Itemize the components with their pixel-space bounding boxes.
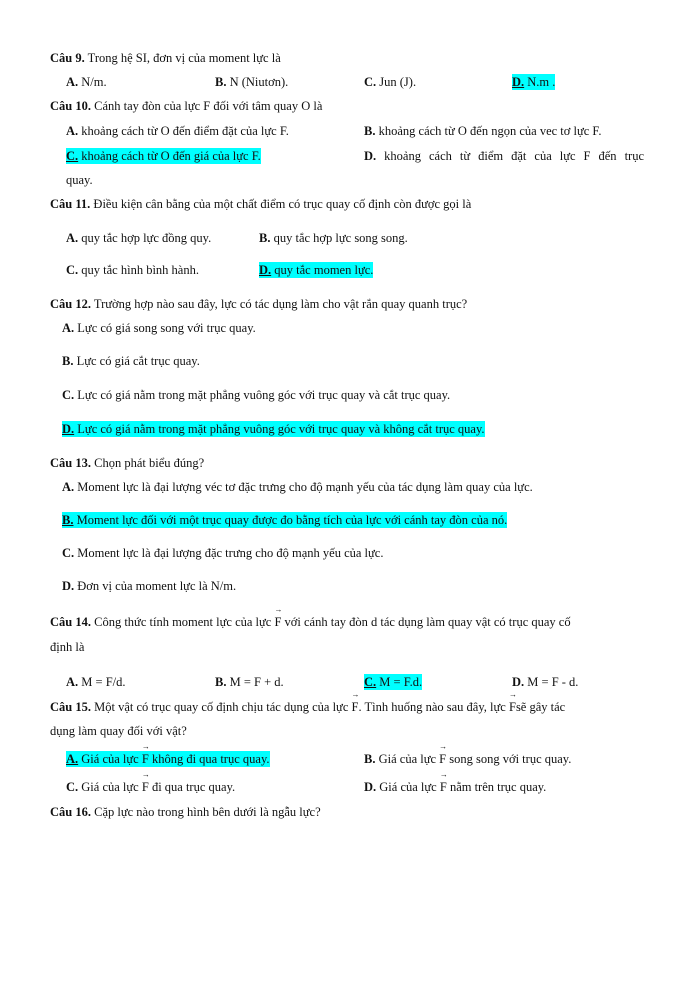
option-15a-correct: A. Giá của lực → F không đi qua trục quay. — [66, 751, 270, 767]
question-13 — [50, 455, 204, 471]
option-11c: C. quy tắc hình bình hành. — [66, 263, 199, 277]
option-13a: A. Moment lực là đại lượng véc tơ đặc trưng cho độ mạnh yếu của tác dụng làm quay của lực. — [62, 480, 533, 494]
option-10d-wrap: quay. — [66, 173, 93, 187]
question-10 — [50, 98, 322, 114]
force-vector-symbol: → F — [509, 699, 516, 715]
option-9a: A. N/m. — [66, 75, 107, 89]
option-15d: D. Giá của lực → F nằm trên trục quay. — [364, 779, 546, 795]
question-text: Điều kiện cân bằng của một chất điểm có trục quay cố định còn được gọi là — [90, 197, 472, 211]
question-text: Trường hợp nào sau đây, lực có tác dụng làm cho vật rắn quay quanh trục? — [90, 297, 468, 311]
question-9 — [50, 50, 281, 66]
question-text: Trong hệ SI, đơn vị của moment lực là — [84, 51, 281, 65]
question-number: Câu 11. — [50, 197, 91, 211]
option-9c: C. Jun (J). — [364, 75, 417, 89]
option-15b: B. Giá của lực → F song song với trục quay. — [364, 751, 571, 767]
option-14c-correct: C. M = F.d. — [364, 675, 423, 689]
question-14-wrap: định là — [50, 640, 85, 654]
question-number: Câu 9. — [50, 51, 85, 65]
question-12 — [50, 296, 467, 312]
option-10b: B. khoảng cách từ O đến ngọn của vec tơ lực F. — [364, 124, 602, 138]
question-number: Câu 13. — [50, 456, 91, 470]
option-14d: D. M = F - d. — [512, 675, 579, 689]
option-10d: D. khoảng cách từ điểm đặt của lực F đến trục — [364, 149, 644, 163]
question-text: Chọn phát biểu đúng? — [90, 456, 205, 470]
option-13b-correct: B. Moment lực đối với một trục quay được đo bằng tích của lực với cánh tay đòn của nó. — [62, 513, 508, 527]
question-number: Câu 10. — [50, 99, 91, 113]
question-text: Cặp lực nào trong hình bên dưới là ngẫu lực? — [90, 805, 321, 819]
option-11a: A. quy tắc hợp lực đồng quy. — [66, 231, 212, 245]
question-text: Cánh tay đòn của lực F đối với tâm quay O là — [90, 99, 323, 113]
option-14a: A. M = F/d. — [66, 675, 126, 689]
option-13c: C. Moment lực là đại lượng đặc trưng cho độ mạnh yếu của lực. — [62, 546, 384, 560]
option-10c-correct: C. khoảng cách từ O đến giá của lực F. — [66, 149, 261, 163]
force-vector-symbol: → F — [352, 699, 359, 715]
option-14b: B. M = F + d. — [215, 675, 284, 689]
option-12a: A. Lực có giá song song với trục quay. — [62, 321, 256, 335]
option-9d-correct: D. N.m . — [512, 75, 556, 89]
question-15: Câu 15. Một vật có trục quay cố định chịu tác dụng của lực → F. Tình huống nào sau đây, lực → Fsẽ gây tác — [50, 699, 565, 715]
option-15c: C. Giá của lực → F đi qua trục quay. — [66, 779, 235, 795]
question-number: Câu 14. — [50, 615, 91, 629]
question-number: Câu 12. — [50, 297, 91, 311]
question-11 — [50, 196, 471, 212]
option-11d-correct: D. quy tắc momen lực. — [259, 263, 374, 277]
option-11b: B. quy tắc hợp lực song song. — [259, 231, 408, 245]
option-10a: A. khoảng cách từ O đến điểm đặt của lực F. — [66, 124, 289, 138]
option-12c: C. Lực có giá nằm trong mặt phẳng vuông góc với trục quay và cắt trục quay. — [62, 388, 451, 402]
force-vector-symbol: → F — [274, 614, 281, 630]
question-number: Câu 16. — [50, 805, 91, 819]
question-16 — [50, 804, 321, 820]
option-13d: D. Đơn vị của moment lực là N/m. — [62, 579, 237, 593]
option-9b: B. N (Niutơn). — [215, 75, 289, 89]
question-14: Câu 14. Công thức tính moment lực của lực → F với cánh tay đòn d tác dụng làm quay vật có trục quay cố — [50, 614, 571, 630]
option-12d-correct: D. Lực có giá nằm trong mặt phẳng vuông góc với trục quay và không cắt trục quay. — [62, 422, 485, 436]
question-number: Câu 15. — [50, 700, 91, 714]
option-12b: B. Lực có giá cắt trục quay. — [62, 354, 200, 368]
question-15-wrap: dụng làm quay đối với vật? — [50, 724, 187, 738]
